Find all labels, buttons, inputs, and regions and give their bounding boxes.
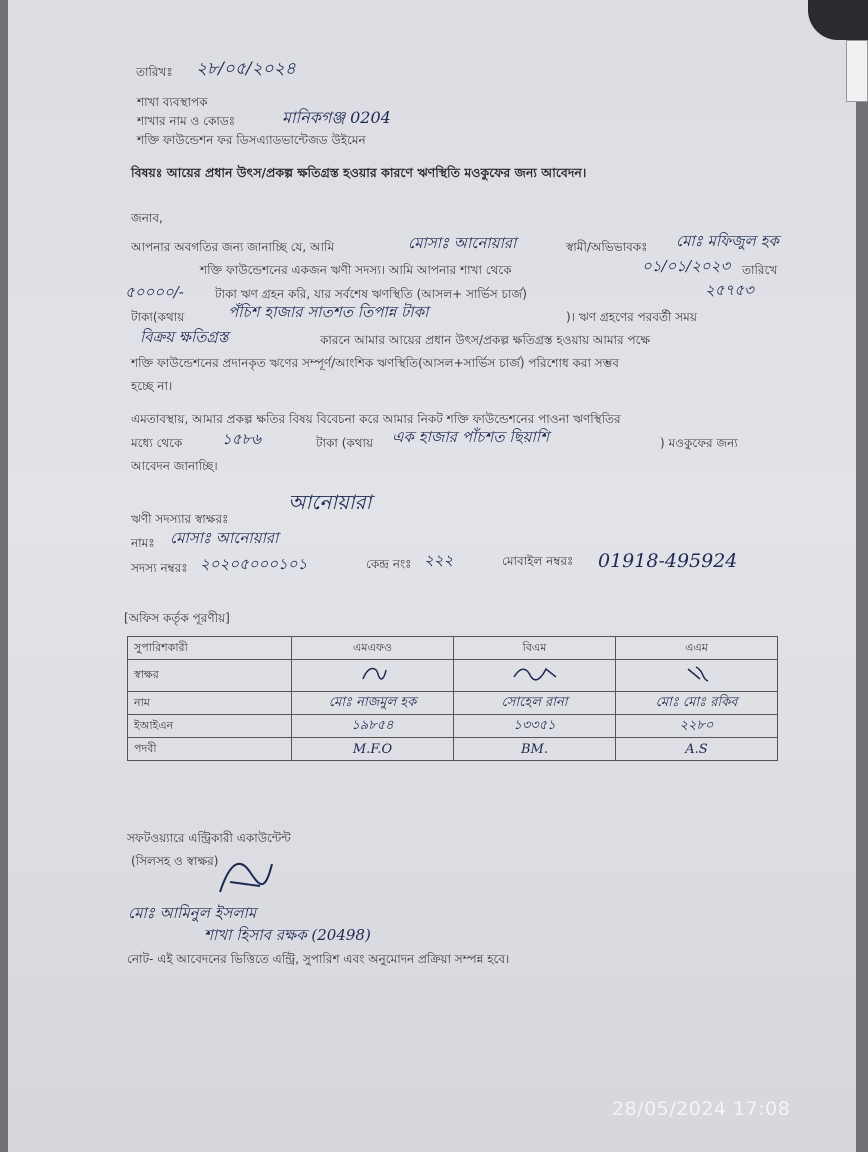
waiver-amount: ১৫৮৬: [222, 430, 261, 448]
office-use-label: [অফিস কর্তৃক পূরণীয়]: [124, 611, 230, 625]
table-cell: ২২৮০: [616, 715, 778, 738]
branch-name-value: মানিকগঞ্জ 0204: [282, 108, 391, 127]
accountant-signature: [210, 852, 280, 902]
recommendation-table: [127, 636, 778, 761]
branch-manager: শাখা ব্যবস্থাপক: [137, 95, 208, 109]
para1-guardian-label: স্বামী/অভিভাবকঃ: [566, 240, 648, 254]
table-cell: ১৯৮৫৪: [292, 715, 454, 738]
accountant-name: মোঃ আমিনুল ইসলাম: [128, 904, 257, 922]
para1-line4: টাকা(কথায়: [131, 310, 185, 324]
row-label: ইআইএন: [128, 715, 292, 738]
table-cell: A.S: [616, 738, 778, 761]
branch-name-label: শাখার নাম ও কোডঃ: [137, 114, 236, 128]
signature-mark: [510, 663, 560, 685]
table-cell: BM.: [454, 738, 616, 761]
name-label: নামঃ: [131, 536, 155, 550]
org-name: শক্তি ফাউন্ডেশন ফর ডিসএ্যাডভান্টেজড উইমেন: [137, 133, 366, 147]
table-row: [128, 715, 778, 738]
table-row: [128, 660, 778, 692]
accountant-title: শাখা হিসাব রক্ষক (20498): [204, 926, 371, 944]
salutation: জনাব,: [131, 211, 163, 225]
signature-cell: [616, 660, 778, 692]
guardian-name: মোঃ মফিজুল হক: [676, 232, 779, 250]
table-cell: মোঃ মোঃ রকিব: [616, 692, 778, 715]
date-value: ২৮/০৫/২০২৪: [196, 59, 296, 79]
para2-line1: এমতাবস্থায়, আমার প্রকল্প ক্ষতির বিষয় বিবেচনা করে আমার নিকট শক্তি ফাউন্ডেশনের পাওনা ঋণস্থিতির: [131, 412, 621, 426]
footer-note: নোট- এই আবেদনের ভিত্তিতে এন্ট্রি, সুপারিশ এবং অনুমোদন প্রক্রিয়া সম্পন্ন হবে।: [127, 952, 510, 966]
para1-date-suffix: তারিখে: [742, 263, 778, 277]
member-no-label: সদস্য নম্বরঃ: [131, 561, 188, 575]
table-header: এএম: [616, 637, 778, 660]
row-label: স্বাক্ষর: [128, 660, 292, 692]
table-row: [128, 738, 778, 761]
table-header: বিএম: [454, 637, 616, 660]
para2-line2-end: ) মওকুফের জন্য: [660, 436, 738, 450]
signature-mark: [358, 664, 388, 684]
para1-line4-end: )। ঋণ গ্রহণের পরবর্তী সময়: [566, 310, 697, 324]
applicant-name: মোসাঃ আনোয়ারা: [408, 234, 517, 252]
para1-line5: কারনে আমার আয়ের প্রধান উৎস/প্রকল্প ক্ষতিগ্রস্ত হওয়ায় আমার পক্ষে: [320, 333, 651, 347]
loss-reason: বিক্রয় ক্ষতিগ্রস্ত: [140, 328, 229, 346]
signature-cell: [292, 660, 454, 692]
para2-line2: মধ্যে থেকে: [131, 436, 183, 450]
para1-line6: শক্তি ফাউন্ডেশনের প্রদানকৃত ঋণের সম্পূর্ণ/আংশিক ঋণস্থিতি(আসল+সার্ভিস চার্জ) পরিশোধ করা সম্ভব: [131, 356, 619, 370]
waiver-amount-words: এক হাজার পাঁচশত ছিয়াশি: [392, 428, 549, 446]
loan-date: ০১/০১/২০২৩: [642, 257, 731, 275]
table-cell: ১৩৩৫১: [454, 715, 616, 738]
row-label: নাম: [128, 692, 292, 715]
table-row: [128, 692, 778, 715]
table-cell: মোঃ নাজমুল হক: [292, 692, 454, 715]
subject: বিষয়ঃ আয়ের প্রধান উৎস/প্রকল্প ক্ষতিগ্রস্ত হওয়ার কারণে ঋণস্থিতি মওকুফের জন্য আবেদন।: [131, 165, 587, 180]
signature-cell: [454, 660, 616, 692]
photo-timestamp: 28/05/2024 17:08: [612, 1098, 791, 1120]
table-header: সুপারিশকারী: [128, 637, 292, 660]
balance-in-words: পঁচিশ হাজার সাতশত তিপান্ন টাকা: [228, 303, 429, 321]
member-signature: আনোয়ারা: [288, 490, 372, 514]
table-header: এমএফও: [292, 637, 454, 660]
member-no: ২০২০৫০০০১০১: [200, 555, 308, 573]
center-no: ২২২: [424, 551, 454, 569]
para1-line7: হচ্ছে না।: [131, 379, 173, 393]
loan-balance: ২৫৭৫৩: [705, 281, 754, 299]
para1-line3: টাকা ঋণ গ্রহন করি, যার সর্বশেষ ঋণস্থিতি (আসল+ সার্ভিস চার্জ): [215, 287, 527, 301]
para2-words-label: টাকা (কথায়: [316, 436, 374, 450]
member-signature-label: ঋণী সদস্যার স্বাক্ষরঃ: [131, 512, 229, 526]
table-header-row: [128, 637, 778, 660]
row-label: পদবী: [128, 738, 292, 761]
accountant-label: সফটওয়্যারে এন্ট্রিকারী একাউন্টেন্ট: [127, 831, 291, 845]
para1-line1: আপনার অবগতির জন্য জানাচ্ছি যে, আমি: [131, 240, 335, 254]
mobile-label: মোবাইল নম্বরঃ: [502, 554, 574, 568]
member-name: মোসাঃ আনোয়ারা: [170, 529, 279, 547]
mobile-number: 01918-495924: [598, 550, 738, 572]
para2-line3: আবেদন জানাচ্ছি।: [131, 459, 218, 473]
para1-line2: শক্তি ফাউন্ডেশনের একজন ঋণী সদস্য। আমি আপনার শাখা থেকে: [200, 263, 512, 277]
center-no-label: কেন্দ্র নংঃ: [366, 557, 412, 571]
loan-amount: ৫০০০০/-: [125, 283, 184, 301]
date-label: তারিখঃ: [136, 65, 173, 79]
paper-edge-strip: [846, 40, 868, 102]
signature-mark: [682, 663, 712, 685]
table-cell: সোহেল রানা: [454, 692, 616, 715]
seal-signature-label: (সিলসহ ও স্বাক্ষর): [131, 854, 219, 868]
table-cell: M.F.O: [292, 738, 454, 761]
